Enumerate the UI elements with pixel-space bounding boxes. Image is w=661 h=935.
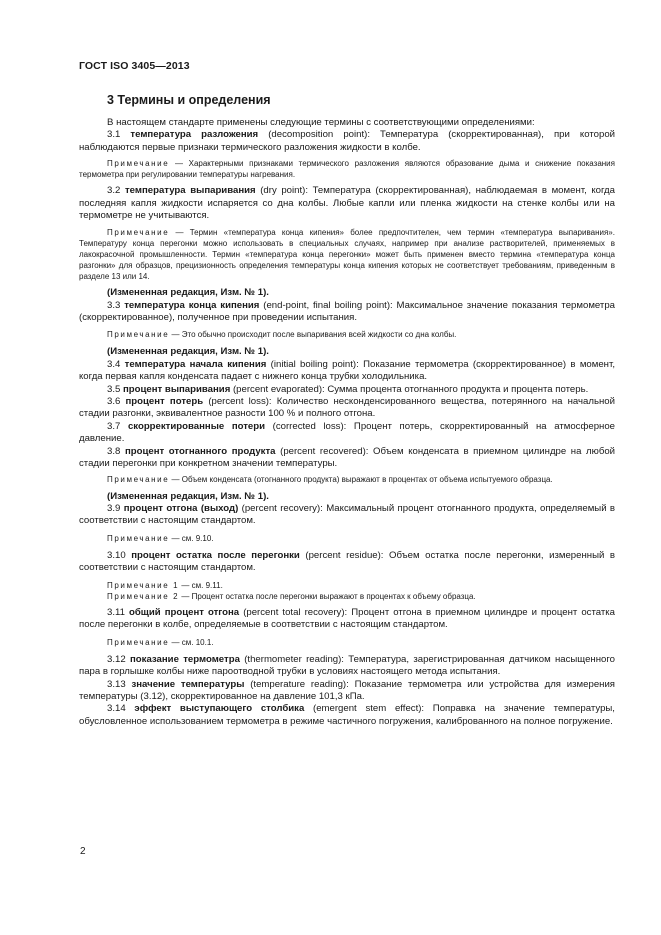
term-title: скорректированные потери (127, 420, 266, 432)
note-text: — Это обычно происходит после выпаривания всей жидкости со дна колбы. (171, 330, 457, 340)
term-title: показание термометра (130, 653, 240, 665)
amendment-note: (Измененная редакция, Изм. № 1). (107, 346, 269, 358)
term-number: 3.1 (107, 129, 121, 141)
note-3-1 (79, 158, 615, 180)
term-3-11 (79, 607, 615, 632)
term-number: 3.8 (107, 445, 121, 457)
term-3-2 (79, 185, 615, 222)
term-3-10 (79, 550, 615, 575)
term-definition: (percent evaporated): Сумма процента отогнанного продукта и процента потерь. (232, 383, 589, 395)
note-text: — Процент остатка после перегонки выражают в процентах к объему образца. (181, 591, 476, 601)
term-definition: (initial boiling point): Показание термометра (скорректированное) в момент, когда первая капля конденсата падает с нижнего конца трубки холодильника. (79, 358, 615, 383)
term-definition: (end-point, final boiling point): Максимальное значение показания термометра (скорректированное), полученное при проведении испытания. (79, 299, 615, 323)
term-3-3 (79, 300, 615, 325)
term-definition: (decomposition point): Температура (скорректированная), при которой наблюдаются первые признаки термического разложения жидкости в колбе. (79, 129, 616, 153)
term-definition: (percent recovery): Максимальный процент отогнанного продукта, определяемый в соответствии с настоящим стандартом. (79, 502, 616, 527)
term-definition: (percent total recovery): Процент отгона в приемном цилиндре и процент остатка после перегонки в колбе, определяемые в соответствии с настоящим стандартом. (79, 606, 616, 631)
term-number: 3.7 (107, 420, 121, 432)
term-number: 3.10 (107, 549, 126, 561)
term-title: общий процент отгона (129, 606, 240, 618)
term-title: температура конца кипения (124, 299, 260, 311)
intro-paragraph: В настоящем стандарте применены следующие термины с соответствующими определениями: (107, 117, 535, 128)
note-label: Примечание (107, 159, 170, 169)
note-text: — Характерными признаками термического разложения являются образование дыма и снижение показания термометра при регулировании температуры нагревания. (79, 159, 615, 180)
term-definition: (percent recovered): Объем конденсата в приемном цилиндре на любой стадии перегонки при конкретном значении температуры. (79, 445, 616, 470)
term-3-5 (79, 384, 615, 396)
note-text: — Объем конденсата (отогнанного продукта) выражают в процентах от объема испытуемого образца. (171, 475, 553, 485)
term-definition: (emergent stem effect): Поправка на значение температуры, обусловленное использованием термометра в режиме частичного погружения, калиброванного на полное погружение. (79, 703, 615, 727)
term-definition: (corrected loss): Процент потерь, скорректированный на атмосферное давление. (79, 420, 615, 445)
note-text: — см. 9.10. (171, 533, 214, 543)
note-text: — см. 10.1. (171, 637, 214, 647)
term-title: процент отгона (выход) (123, 502, 239, 514)
term-number: 3.13 (107, 678, 126, 690)
note-3-2 (79, 227, 615, 282)
note-label: Примечание 1 (107, 580, 180, 590)
note-3-9 (79, 533, 615, 544)
note-label: Примечание (107, 533, 170, 543)
note-3-10-1 (79, 580, 615, 591)
term-title: эффект выступающего столбика (134, 703, 305, 715)
term-title: процент отогнанного продукта (124, 445, 276, 457)
note-label: Примечание 2 (107, 591, 180, 601)
note-text: — см. 9.11. (181, 580, 223, 590)
term-definition: (temperature reading): Показание термометра или устройства для измерения температуры (3.12), скорректированное на давление 101,3 кПа. (79, 678, 616, 702)
note-label: Примечание (107, 227, 170, 237)
term-title: температура разложения (130, 129, 259, 141)
term-3-14 (79, 703, 615, 728)
note-label: Примечание (107, 637, 170, 647)
term-3-13 (79, 679, 615, 704)
term-definition: (thermometer reading): Температура, зарегистрированная датчиком насыщенного пара в горлышке колбы ниже пароотводной трубки в условиях настоящего метода испытания. (79, 653, 615, 678)
term-title: значение температуры (131, 678, 245, 690)
term-number: 3.11 (107, 606, 125, 618)
term-3-6 (79, 396, 615, 421)
term-title: температура выпаривания (124, 185, 256, 197)
term-number: 3.2 (107, 185, 121, 197)
term-3-4 (79, 359, 615, 384)
term-number: 3.14 (107, 703, 126, 715)
term-number: 3.6 (107, 396, 121, 408)
note-3-8 (79, 474, 615, 485)
term-definition: (dry point): Температура (скорректированная), наблюдаемая в момент, когда последняя капля жидкости испаряется со дна колбы. Любые капли или пленка жидкости на стенке колбы или на термометре не учитываются. (79, 185, 615, 222)
term-number: 3.4 (107, 358, 121, 370)
term-title: процент выпаривания (123, 383, 231, 395)
note-text: — Термин «температура конца кипения» более предпочтителен, чем термин «температура выпаривания». Температуру конца перегонки можно использовать в специальных случаях, например при анализе растворителей, применяемых в лакокрасочной промышленности. Термин «температура конца перегонки» может быть применен вместо термина «температура конца разгонки» для образцов, прецизионность определения температуры конца кипения которых не соответствует требованиям, приведенным в разделе 13 или 14. (79, 227, 615, 281)
term-title: процент потерь (125, 396, 204, 408)
section-title: 3 Термины и определения (107, 93, 271, 107)
term-number: 3.5 (107, 383, 121, 395)
term-3-7 (79, 421, 615, 446)
amendment-note: (Измененная редакция, Изм. № 1). (107, 287, 269, 299)
note-3-11 (79, 637, 615, 648)
term-3-1 (79, 129, 615, 154)
term-number: 3.9 (107, 502, 121, 514)
page-number: 2 (80, 846, 86, 857)
note-label: Примечание (107, 330, 170, 340)
term-definition: (percent loss): Количество несконденсированного вещества, потерянного на начальной стадии разгонки, эквивалентное разности 100 % и полного отгона. (79, 396, 615, 420)
term-title: температура начала кипения (124, 358, 267, 370)
term-3-8 (79, 446, 615, 471)
document-body (79, 117, 615, 728)
term-3-9 (79, 503, 615, 528)
note-3-10-2 (79, 591, 615, 602)
term-definition: (percent residue): Объем остатка после перегонки, измеренный в соответствии с настоящим стандартом. (79, 549, 615, 574)
amendment-note: (Измененная редакция, Изм. № 1). (107, 490, 269, 502)
term-number: 3.12 (107, 653, 126, 665)
note-3-3 (79, 329, 615, 340)
term-number: 3.3 (107, 299, 121, 311)
term-3-12 (79, 654, 615, 679)
note-label: Примечание (107, 475, 170, 485)
term-title: процент остатка после перегонки (131, 549, 300, 561)
standard-header: ГОСТ ISO 3405—2013 (79, 60, 190, 72)
